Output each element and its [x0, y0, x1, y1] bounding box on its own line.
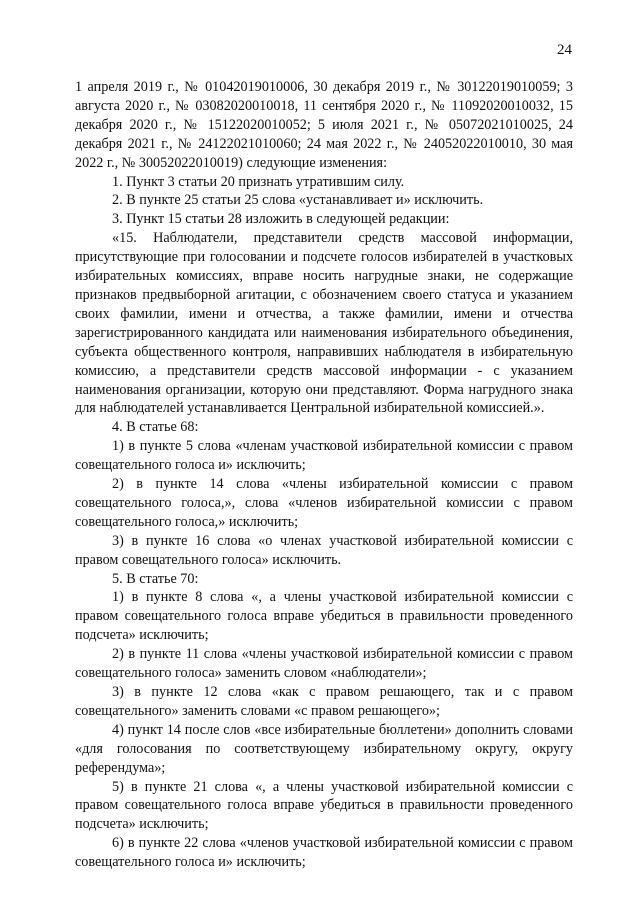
paragraph: 3) в пункте 12 слова «как с правом решающего, так и с правом совещательного» заменить словами «с правом решающего»; — [75, 684, 573, 719]
paragraph: 1) в пункте 5 слова «членам участковой избирательной комиссии с правом совещательного голоса и» исключить; — [75, 438, 573, 474]
paragraph: 4. В статье 68: — [112, 419, 199, 436]
paragraph: 2. В пункте 25 статьи 25 слова «устанавливает и» исключить. — [112, 192, 484, 209]
paragraph: 4) пункт 14 после слов «все избирательные бюллетени» дополнить словами «для голосования по соответствующему избирательному округу, округу референдума»; — [75, 721, 573, 776]
paragraph: 1) в пункте 8 слова «, а члены участковой избирательной комиссии с правом совещательного голоса вправе убедиться в правильности проведенного подсчета» исключить; — [75, 589, 573, 644]
paragraph: 5) в пункте 21 слова «, а члены участковой избирательной комиссии с правом совещательного голоса вправе убедиться в правильности проведенного подсчета» исключить; — [75, 778, 573, 833]
paragraph: 1. Пункт 3 статьи 20 признать утратившим силу. — [112, 173, 405, 190]
paragraph: 2) в пункте 14 слова «члены избирательной комиссии с правом совещательного голоса,», слова «членов избирательной комиссии с правом совещательного голоса,» исключить; — [75, 476, 573, 530]
page-number: 24 — [557, 42, 572, 58]
paragraph: 3) в пункте 16 слова «о членах участковой избирательной комиссии с правом совещательного голоса» исключить. — [75, 532, 573, 568]
paragraph: 2) в пункте 11 слова «члены участковой избирательной комиссии с правом совещательного голоса» заменить словом «наблюдатели»; — [75, 646, 573, 682]
paragraph: 5. В статье 70: — [112, 570, 199, 587]
paragraph: 3. Пункт 15 статьи 28 изложить в следующей редакции: — [112, 211, 450, 228]
document-body — [75, 78, 573, 872]
paragraph: 1 апреля 2019 г., № 01042019010006, 30 декабря 2019 г., № 30122019010059; 3 августа 2020 г., № 03082020010018, 11 сентября 2020 г., № 11092020010032, 15 декабря 2020 г., № 15122020010052; 5 июля 2021 г., № 05072021010025, 24 декабря 2021 г., № 24122021010060; 24 мая 2022 г., № 24052022010010, 30 мая 2022 г., № 30052022010019) следующие изменения: — [75, 79, 573, 171]
paragraph: «15. Наблюдатели, представители средств массовой информации, присутствующие при голосовании и подсчете голосов избирателей в участковых избирательных комиссиях, вправе носить нагрудные знаки, не содержащие признаков предвыборной агитации, с обозначением своего статуса и указанием своих фамилии, имени и отчества, а также фамилии, имени и отчества зарегистрированного кандидата или наименования избирательного объединения, субъекта общественного контроля, направивших наблюдателя в избирательную комиссию, а представители средств массовой информации - с указанием наименования организации, которую они представляют. Форма нагрудного знака для наблюдателей устанавливается Центральной избирательной комиссией.». — [75, 230, 573, 417]
paragraph: 6) в пункте 22 слова «членов участковой избирательной комиссии с правом совещательного голоса и» исключить; — [75, 835, 573, 871]
